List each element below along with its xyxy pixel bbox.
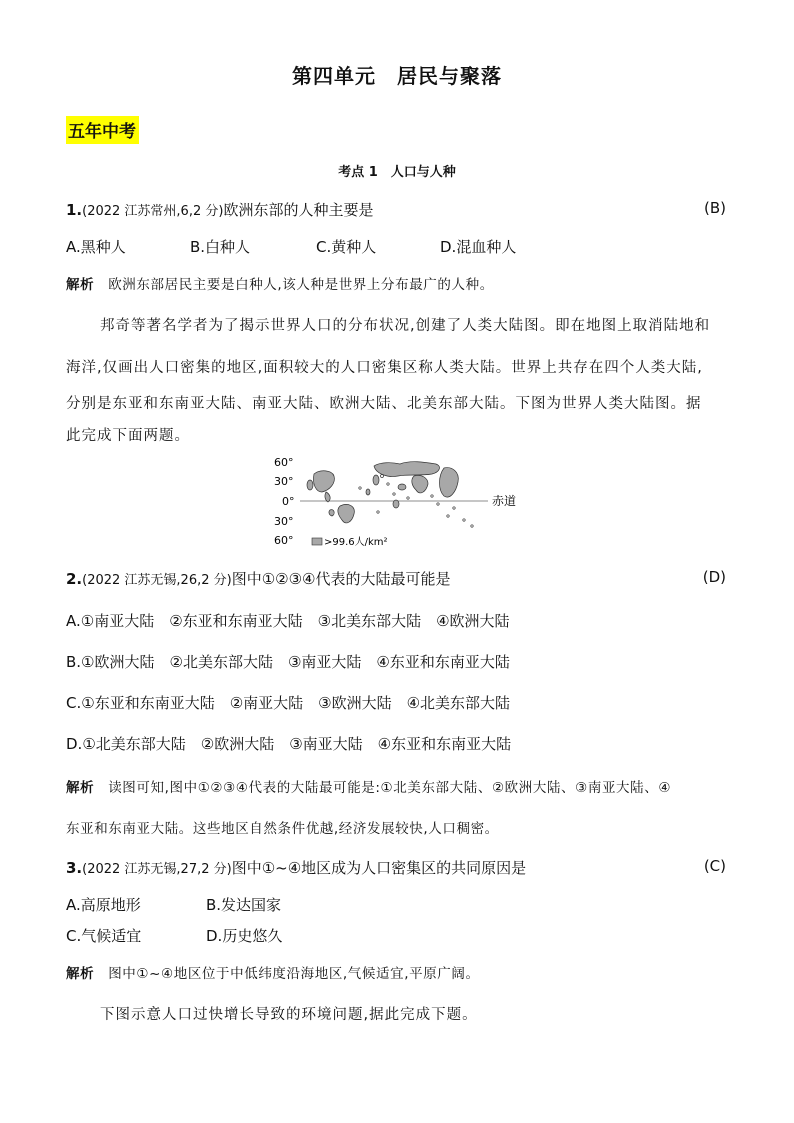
q2-option-b: B.①欧洲大陆 ②北美东部大陆 ③南亚大陆 ④东亚和东南亚大陆 bbox=[66, 653, 510, 671]
q3-explanation bbox=[66, 962, 480, 982]
q2-explanation-text-1: 读图可知,图中①②③④代表的大陆最可能是:①北美东部大陆、②欧洲大陆、③南亚大陆、④ bbox=[108, 780, 672, 796]
question-1-answer: (B) bbox=[704, 199, 726, 217]
outro-paragraph: 下图示意人口过快增长导致的环境问题,据此完成下题。 bbox=[100, 1007, 478, 1023]
q3-option-b: B.发达国家 bbox=[206, 896, 282, 914]
section-heading: 考点 1 人口与人种 bbox=[338, 165, 456, 180]
q1-explanation-text: 欧洲东部居民主要是白种人,该人种是世界上分布最广的人种。 bbox=[108, 277, 494, 293]
question-1-number: 1. bbox=[66, 201, 83, 219]
question-3-answer: (C) bbox=[703, 857, 726, 875]
south-asia-cluster bbox=[412, 475, 428, 492]
q3-option-d: D.历史悠久 bbox=[206, 927, 283, 945]
intro-line-1: 邦奇等著名学者为了揭示世界人口的分布状况,创建了人类大陆图。即在地图上取消陆地和 bbox=[100, 318, 711, 334]
q3-explanation-text: 图中①~④地区位于中低纬度沿海地区,气候适宜,平原广阔。 bbox=[108, 966, 480, 982]
lat-label-60s: 60° bbox=[274, 534, 294, 547]
q3-option-c: C.气候适宜 bbox=[66, 927, 142, 945]
q2-option-a: A.①南亚大陆 ②东亚和东南亚大陆 ③北美东部大陆 ④欧洲大陆 bbox=[66, 612, 510, 630]
question-2-stem: 图中①②③④代表的大陆最可能是 bbox=[231, 570, 451, 588]
east-africa-cluster bbox=[393, 500, 399, 508]
question-1-source: (2022 江苏常州,6,2 分) bbox=[82, 204, 224, 219]
q1-option-c: C.黄种人 bbox=[316, 238, 377, 256]
east-asia-cluster bbox=[440, 468, 459, 497]
page-title: 第四单元 居民与聚落 bbox=[292, 64, 502, 88]
north-america-cluster bbox=[313, 471, 334, 492]
europe-cluster bbox=[374, 462, 439, 477]
intro-line-4: 此完成下面两题。 bbox=[66, 428, 190, 444]
question-3-stem: 图中①~④地区成为人口密集区的共同原因是 bbox=[231, 859, 527, 877]
question-2-number: 2. bbox=[66, 570, 83, 588]
gulf-guinea-cluster bbox=[366, 489, 370, 495]
intro-line-2: 海洋,仅画出人口密集的地区,面积较大的人口密集区称人类大陆。世界上共存在四个人类大陆, bbox=[66, 360, 703, 376]
equator-label: 赤道 bbox=[492, 494, 517, 508]
q2-option-d: D.①北美东部大陆 ②欧洲大陆 ③南亚大陆 ④东亚和东南亚大陆 bbox=[66, 735, 512, 753]
q1-explanation bbox=[66, 273, 494, 293]
question-1 bbox=[66, 199, 373, 220]
question-3-source: (2022 江苏无锡,27,2 分) bbox=[82, 862, 232, 877]
lat-label-60n: 60° bbox=[274, 456, 294, 469]
nile-cluster bbox=[398, 484, 406, 490]
question-1-stem: 欧洲东部的人种主要是 bbox=[223, 201, 374, 219]
q2-explanation-line-2: 东亚和东南亚大陆。这些地区自然条件优越,经济发展较快,人口稠密。 bbox=[66, 821, 499, 837]
legend-label: >99.6人/km² bbox=[324, 537, 388, 548]
lat-label-0: 0° bbox=[282, 495, 295, 508]
intro-line-3: 分别是东亚和东南亚大陆、南亚大陆、欧洲大陆、北美东部大陆。下图为世界人类大陆图。据 bbox=[66, 396, 702, 412]
lat-label-30s: 30° bbox=[274, 515, 294, 528]
q2-explanation-label: 解析 bbox=[66, 780, 95, 796]
five-year-exam-badge: 五年中考 bbox=[66, 116, 139, 144]
legend-swatch bbox=[312, 538, 322, 545]
south-america-cluster bbox=[338, 504, 354, 522]
lat-label-30n: 30° bbox=[274, 475, 294, 488]
human-continents-map bbox=[268, 452, 528, 554]
q1-option-d: D.混血种人 bbox=[440, 238, 517, 256]
west-africa-cluster bbox=[373, 475, 379, 485]
q1-option-a: A.黑种人 bbox=[66, 238, 126, 256]
question-3-number: 3. bbox=[66, 859, 83, 877]
question-2 bbox=[66, 568, 451, 589]
q1-explanation-label: 解析 bbox=[66, 277, 95, 293]
q2-option-c: C.①东亚和东南亚大陆 ②南亚大陆 ③欧洲大陆 ④北美东部大陆 bbox=[66, 694, 511, 712]
q2-explanation-line-1 bbox=[66, 776, 671, 796]
q1-option-b: B.白种人 bbox=[190, 238, 251, 256]
south-america-west-cluster bbox=[329, 510, 334, 516]
question-2-answer: (D) bbox=[702, 568, 726, 586]
dense-population-areas bbox=[307, 462, 458, 523]
north-america-west-cluster bbox=[307, 480, 313, 490]
q3-option-a: A.高原地形 bbox=[66, 896, 141, 914]
question-3 bbox=[66, 857, 526, 878]
central-america-cluster bbox=[325, 492, 330, 502]
q3-explanation-label: 解析 bbox=[66, 966, 95, 982]
question-2-source: (2022 江苏无锡,26,2 分) bbox=[82, 573, 232, 588]
